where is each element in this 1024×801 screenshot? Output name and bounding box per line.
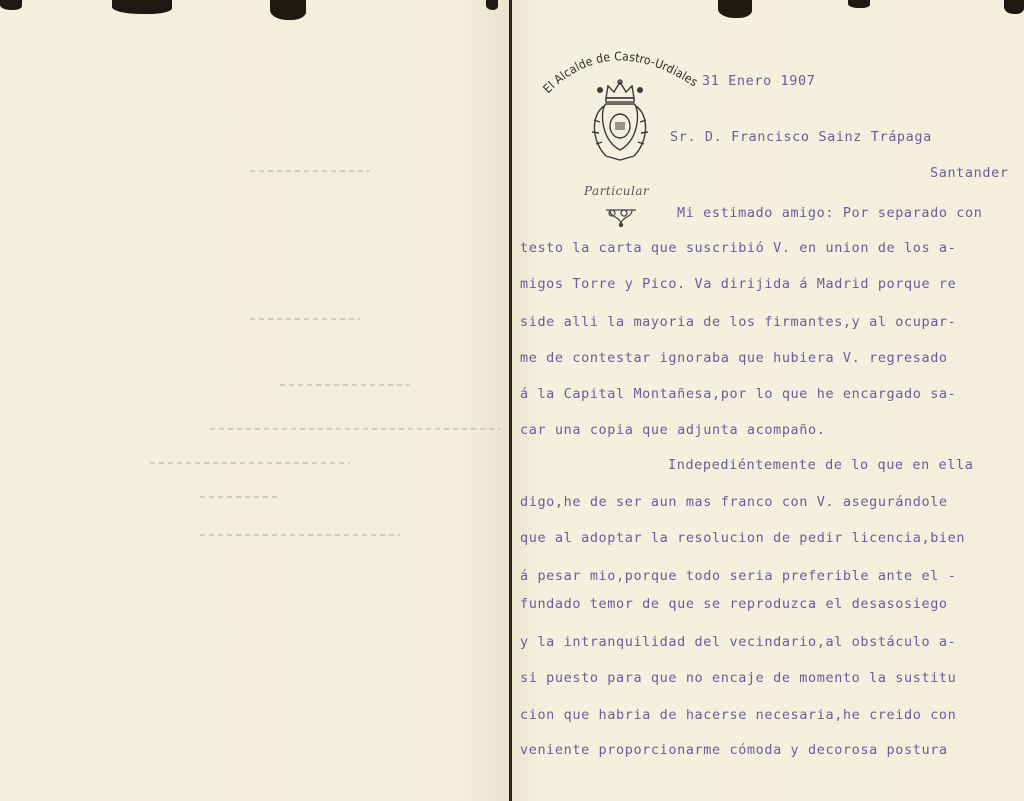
body-line: veniente proporcionarme cómoda y decorosa postura bbox=[520, 742, 948, 758]
body-line: Indepediéntemente de lo que en ella bbox=[668, 457, 974, 473]
bleed-through-line bbox=[200, 496, 280, 498]
body-line: y la intranquilidad del vecindario,al obstáculo a- bbox=[520, 634, 957, 650]
letter-recipient: Sr. D. Francisco Sainz Trápaga bbox=[670, 129, 932, 145]
bleed-through-line bbox=[250, 318, 360, 320]
bleed-through-line bbox=[250, 170, 370, 172]
body-line: á pesar mio,porque todo seria preferible ante el - bbox=[520, 568, 957, 584]
letter-date: 31 Enero 1907 bbox=[702, 73, 816, 89]
bleed-through-line bbox=[280, 384, 410, 386]
body-line: digo,he de ser aun mas franco con V. asegurándole bbox=[520, 494, 948, 510]
body-line: Mi estimado amigo: Por separado con bbox=[677, 205, 983, 221]
body-line: si puesto para que no encaje de momento la sustitu bbox=[520, 670, 957, 686]
body-line: me de contestar ignoraba que hubiera V. regresado bbox=[520, 350, 948, 366]
bleed-through-line bbox=[200, 534, 400, 536]
svg-text:El Alcalde de Castro-Urdiales: El Alcalde de Castro-Urdiales bbox=[540, 49, 701, 97]
bleed-through-line bbox=[150, 462, 350, 464]
letter-city: Santander bbox=[930, 165, 1009, 181]
body-line: cion que habria de hacerse necesaria,he creido con bbox=[520, 707, 957, 723]
torn-edge bbox=[270, 0, 306, 20]
body-line: que al adoptar la resolucion de pedir licencia,bien bbox=[520, 530, 966, 546]
body-line: á la Capital Montañesa,por lo que he encargado sa- bbox=[520, 386, 957, 402]
body-line: migos Torre y Pico. Va dirijida á Madrid porque re bbox=[520, 276, 957, 292]
page-gutter bbox=[509, 0, 512, 801]
torn-edge bbox=[0, 0, 22, 10]
body-line: fundado temor de que se reproduzca el desasosiego bbox=[520, 596, 948, 612]
body-line: side alli la mayoria de los firmantes,y al ocupar- bbox=[520, 314, 957, 330]
torn-edge bbox=[112, 0, 172, 14]
torn-edge bbox=[1004, 0, 1024, 14]
body-line: car una copia que adjunta acompaño. bbox=[520, 422, 826, 438]
particular-label: Particular bbox=[584, 184, 650, 198]
left-page bbox=[0, 0, 509, 801]
ornament-icon bbox=[604, 206, 638, 228]
body-line: testo la carta que suscribió V. en union de los a- bbox=[520, 240, 957, 256]
torn-edge bbox=[848, 0, 870, 8]
coat-of-arms-icon bbox=[582, 76, 658, 168]
bleed-through-line bbox=[210, 428, 500, 430]
torn-edge bbox=[486, 0, 498, 10]
torn-edge bbox=[718, 0, 752, 18]
